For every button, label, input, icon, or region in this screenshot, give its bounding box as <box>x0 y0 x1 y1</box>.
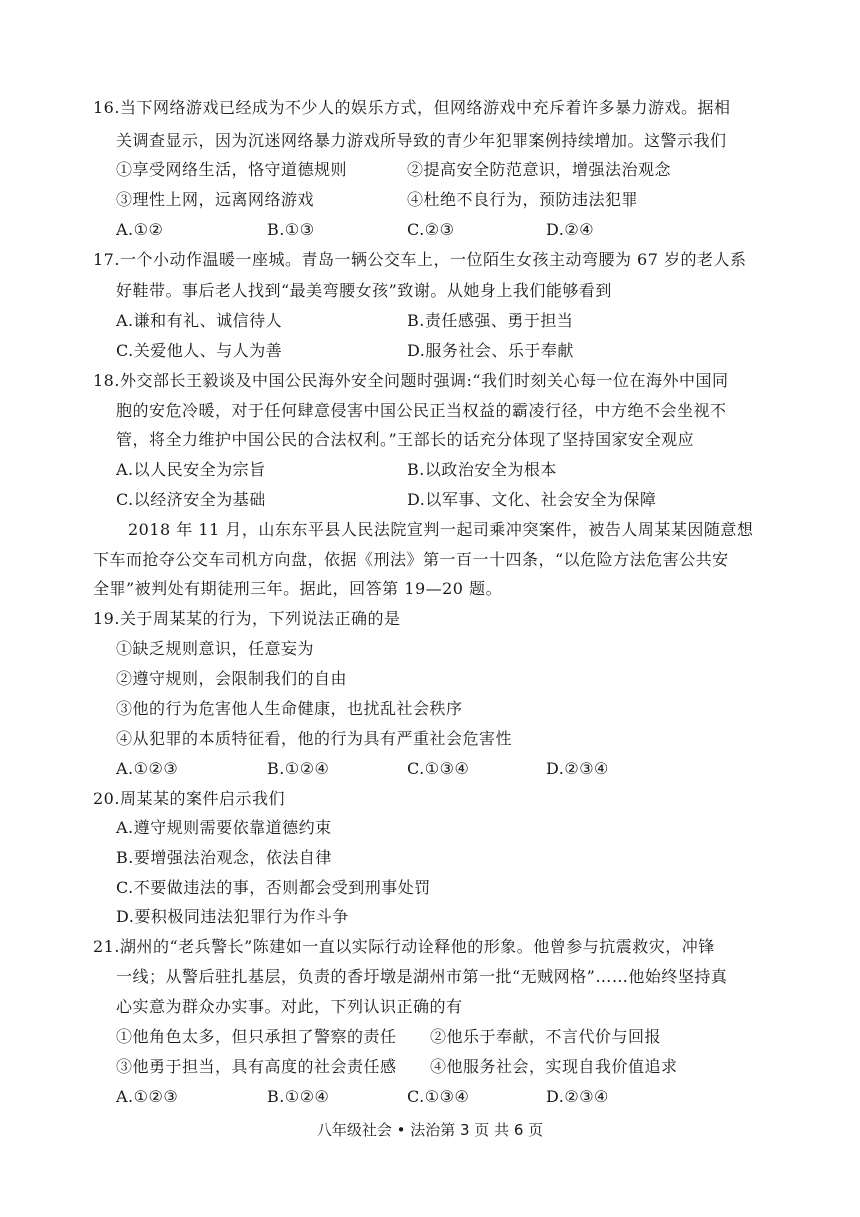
passage-line1: 2018 年 11 月，山东东平县人民法院宣判一起司乘冲突案件，被告人周某某因随意想 <box>128 520 754 539</box>
q20-option-a: A.遵守规则需要依靠道德约束 <box>116 818 332 837</box>
q16-option-a: A.①② <box>116 220 164 239</box>
q20-option-d: D.要积极同违法犯罪行为作斗争 <box>116 907 349 926</box>
q21-statement-1: ①他角色太多，但只承担了警察的责任 <box>116 1027 397 1046</box>
q18-option-b: B.以政治安全为根本 <box>407 460 557 479</box>
q16-option-b: B.①③ <box>267 220 315 239</box>
q21-option-c: C.①③④ <box>407 1087 470 1106</box>
q19-statement-2: ②遵守规则，会限制我们的自由 <box>116 669 348 688</box>
q17-stem-line1: 17.一个小动作温暖一座城。青岛一辆公交车上，一位陌生女孩主动弯腰为 67 岁的老人系 <box>93 250 747 269</box>
passage-line3: 全罪”被判处有期徒刑三年。据此，回答第 19—20 题。 <box>93 579 503 598</box>
q16-statement-2: ②提高安全防范意识，增强法治观念 <box>407 160 672 179</box>
q17-option-c: C.关爱他人、与人为善 <box>116 341 283 360</box>
q17-option-a: A.谦和有礼、诚信待人 <box>116 311 283 330</box>
q16-stem-line2: 关调查显示，因为沉迷网络暴力游戏所导致的青少年犯罪案例持续增加。这警示我们 <box>116 131 727 150</box>
q18-stem-line3: 管，将全力维护中国公民的合法权利。”王部长的话充分体现了坚持国家安全观应 <box>116 430 695 449</box>
q18-stem-line1: 18.外交部长王毅谈及中国公民海外安全问题时强调:“我们时刻关心每一位在海外中国同 <box>93 371 729 390</box>
q17-option-d: D.服务社会、乐于奉献 <box>407 341 574 360</box>
q18-option-a: A.以人民安全为宗旨 <box>116 460 266 479</box>
q16-statement-1: ①享受网络生活，恪守道德规则 <box>116 160 348 179</box>
q16-stem-line1: 16.当下网络游戏已经成为不少人的娱乐方式，但网络游戏中充斥着许多暴力游戏。据相 <box>93 98 731 117</box>
page-footer: 八年级社会 • 法治第 3 页 共 6 页 <box>316 1121 544 1139</box>
q19-option-c: C.①③④ <box>407 759 470 778</box>
q19-option-d: D.②③④ <box>546 759 609 778</box>
q20-stem: 20.周某某的案件启示我们 <box>93 789 285 808</box>
q21-option-d: D.②③④ <box>546 1087 609 1106</box>
q20-option-c: C.不要做违法的事，否则都会受到刑事处罚 <box>116 878 431 897</box>
q19-stem: 19.关于周某某的行为，下列说法正确的是 <box>93 609 401 628</box>
q21-stem-line2: 一线；从警后驻扎基层，负责的香圩墩是湖州市第一批“无贼网格”……他始终坚持真 <box>116 967 728 986</box>
q21-stem-line3: 心实意为群众办实事。对此，下列认识正确的有 <box>116 997 463 1016</box>
q16-statement-4: ④杜绝不良行为，预防违法犯罪 <box>407 190 639 209</box>
q16-option-d: D.②④ <box>546 220 595 239</box>
q18-option-d: D.以军事、文化、社会安全为保障 <box>407 490 657 509</box>
q19-statement-3: ③他的行为危害他人生命健康，也扰乱社会秩序 <box>116 699 463 718</box>
q19-option-a: A.①②③ <box>116 759 179 778</box>
q16-option-c: C.②③ <box>407 220 455 239</box>
q16-statement-3: ③理性上网，远离网络游戏 <box>116 190 315 209</box>
q18-option-c: C.以经济安全为基础 <box>116 490 266 509</box>
q19-statement-1: ①缺乏规则意识，任意妄为 <box>116 639 315 658</box>
q19-statement-4: ④从犯罪的本质特征看，他的行为具有严重社会危害性 <box>116 729 513 748</box>
q17-option-b: B.责任感强、勇于担当 <box>407 311 574 330</box>
q21-statement-3: ③他勇于担当，具有高度的社会责任感 <box>116 1057 397 1076</box>
q21-option-a: A.①②③ <box>116 1087 179 1106</box>
q21-statement-4: ④他服务社会，实现自我价值追求 <box>430 1057 678 1076</box>
q19-option-b: B.①②④ <box>267 759 330 778</box>
q21-stem-line1: 21.湖州的“老兵警长”陈建如一直以实际行动诠释他的形象。他曾参与抗震救灾，冲锋 <box>93 937 715 956</box>
passage-line2: 下车而抢夺公交车司机方向盘，依据《刑法》第一百一十四条，“以危险方法危害公共安 <box>93 550 729 569</box>
q21-option-b: B.①②④ <box>267 1087 330 1106</box>
q18-stem-line2: 胞的安危冷暖，对于任何肆意侵害中国公民正当权益的霸凌行径，中方绝不会坐视不 <box>116 401 727 420</box>
q17-stem-line2: 好鞋带。事后老人找到“最美弯腰女孩”致谢。从她身上我们能够看到 <box>116 281 612 300</box>
q21-statement-2: ②他乐于奉献，不言代价与回报 <box>430 1027 662 1046</box>
q20-option-b: B.要增强法治观念，依法自律 <box>116 848 332 867</box>
